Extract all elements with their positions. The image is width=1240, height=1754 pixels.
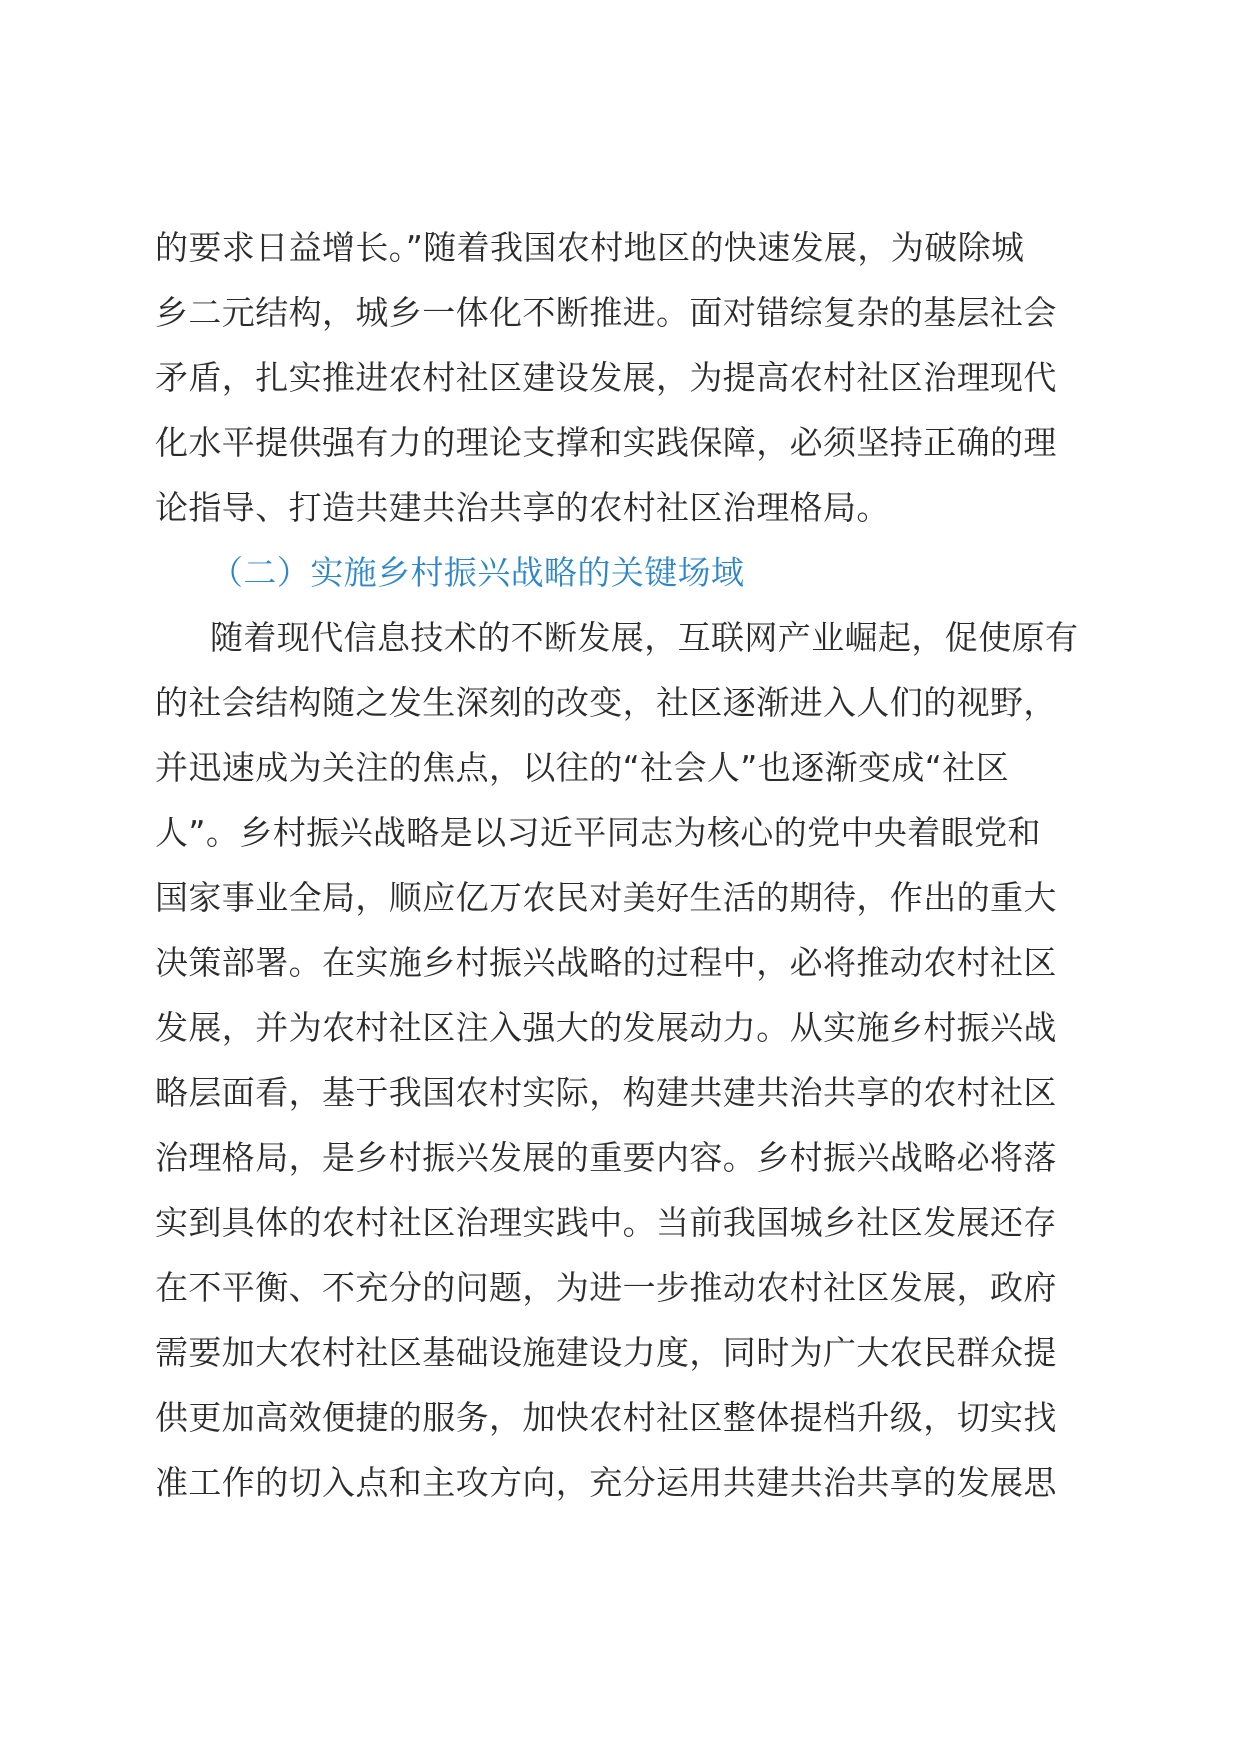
paragraph-line: 实到具体的农村社区治理实践中。当前我国城乡社区发展还存 — [155, 1203, 1057, 1242]
paragraph-line: 的社会结构随之发生深刻的改变，社区逐渐进入人们的视野， — [155, 683, 1057, 722]
paragraph-line: 需要加大农村社区基础设施建设力度，同时为广大农民群众提 — [155, 1333, 1057, 1372]
paragraph-line: 的要求日益增长。”随着我国农村地区的快速发展，为破除城 — [155, 228, 1025, 267]
paragraph-line: 准工作的切入点和主攻方向，充分运用共建共治共享的发展思 — [155, 1463, 1057, 1502]
paragraph-line: 治理格局，是乡村振兴发展的重要内容。乡村振兴战略必将落 — [155, 1138, 1057, 1177]
paragraph-line: 在不平衡、不充分的问题，为进一步推动农村社区发展，政府 — [155, 1268, 1057, 1307]
paragraph-line: 随着现代信息技术的不断发展，互联网产业崛起，促使原有 — [210, 618, 1079, 657]
paragraph-intro — [155, 215, 1085, 540]
paragraph-line: 供更加高效便捷的服务，加快农村社区整体提档升级，切实找 — [155, 1398, 1057, 1437]
paragraph-line: 并迅速成为关注的焦点，以往的“社会人”也逐渐变成“社区 — [155, 748, 1010, 787]
section-heading: （二）实施乡村振兴战略的关键场域 — [210, 553, 745, 592]
paragraph-rural-revitalization — [155, 605, 1085, 1515]
paragraph-line: 人”。乡村振兴战略是以习近平同志为核心的党中央着眼党和 — [155, 813, 1041, 852]
document-body — [155, 215, 1085, 1515]
paragraph-line: 国家事业全局，顺应亿万农民对美好生活的期待，作出的重大 — [155, 878, 1057, 917]
paragraph-line: 略层面看，基于我国农村实际，构建共建共治共享的农村社区 — [155, 1073, 1057, 1112]
paragraph-line: 矛盾，扎实推进农村社区建设发展，为提高农村社区治理现代 — [155, 358, 1057, 397]
paragraph-line: 决策部署。在实施乡村振兴战略的过程中，必将推动农村社区 — [155, 943, 1057, 982]
paragraph-line: 发展，并为农村社区注入强大的发展动力。从实施乡村振兴战 — [155, 1008, 1057, 1047]
paragraph-line: 乡二元结构，城乡一体化不断推进。面对错综复杂的基层社会 — [155, 293, 1057, 332]
paragraph-line: 论指导、打造共建共治共享的农村社区治理格局。 — [155, 488, 890, 527]
paragraph-line: 化水平提供强有力的理论支撑和实践保障，必须坚持正确的理 — [155, 423, 1057, 462]
